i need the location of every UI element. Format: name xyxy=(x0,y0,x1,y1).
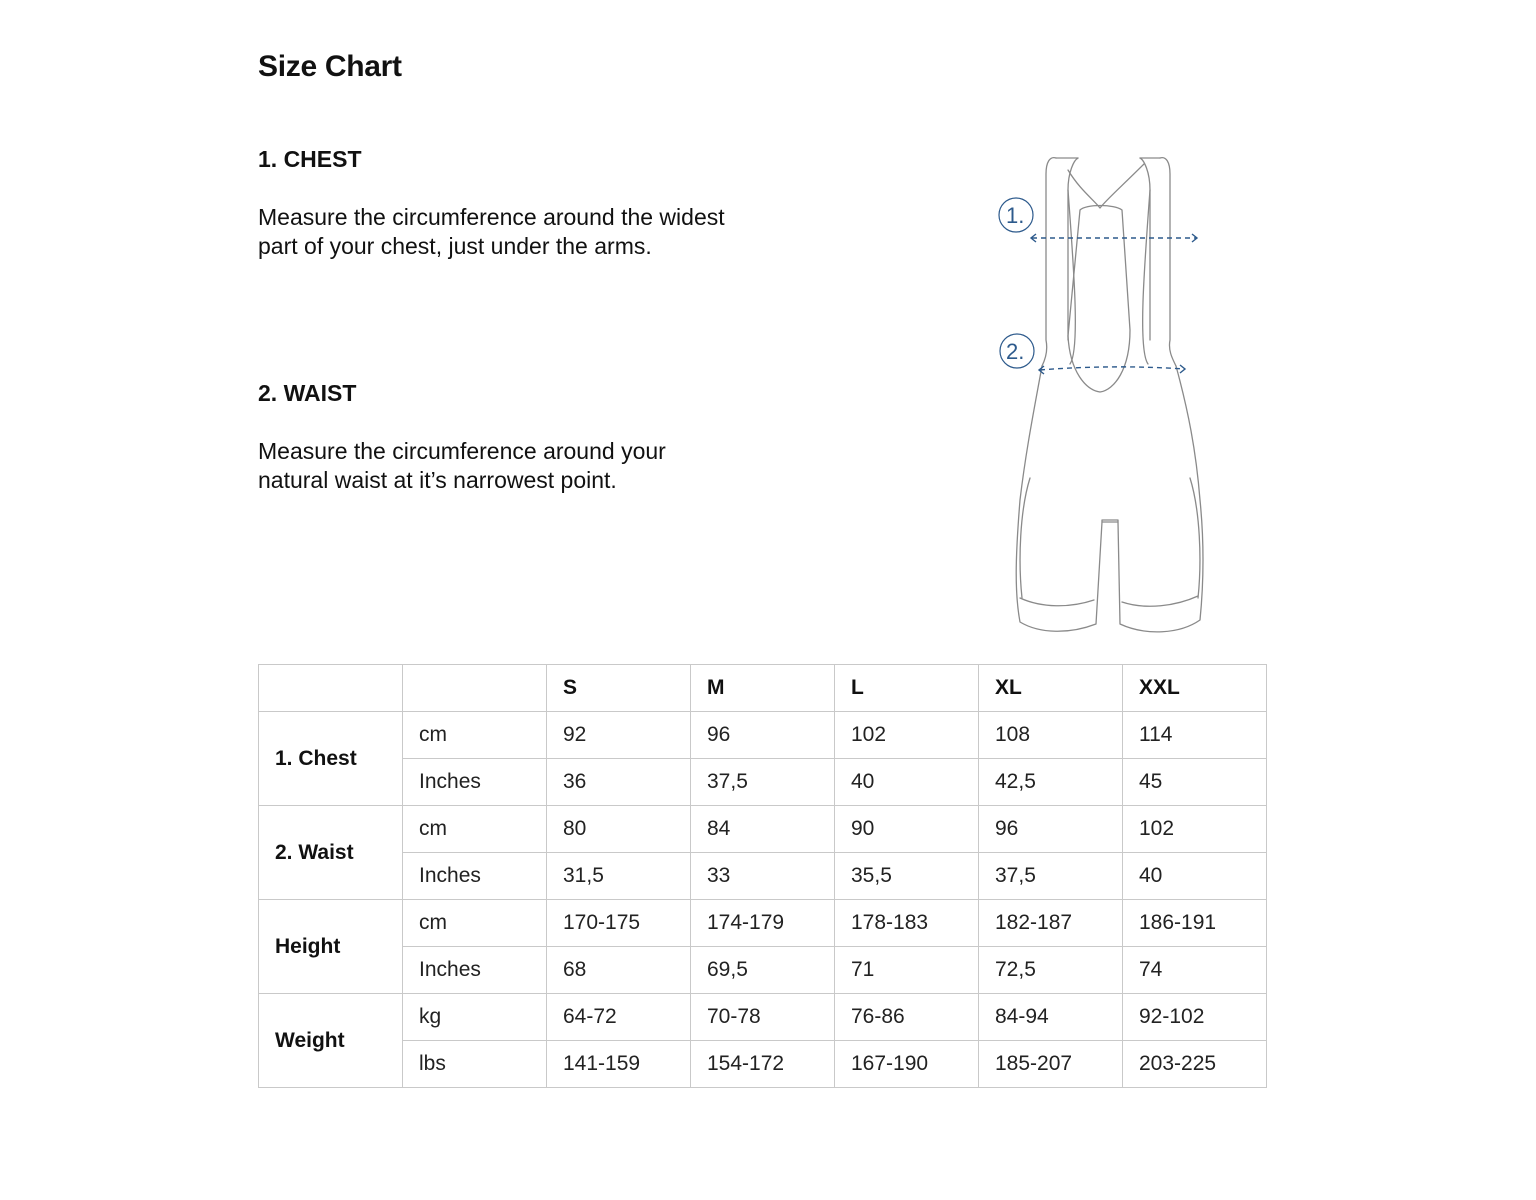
value-cell: 42,5 xyxy=(979,759,1123,806)
value-cell: 37,5 xyxy=(691,759,835,806)
unit-cell: kg xyxy=(403,994,547,1041)
page-title: Size Chart xyxy=(258,50,402,83)
waist-marker-label: 2. xyxy=(1006,339,1025,364)
table-row xyxy=(259,947,1267,994)
chest-marker-label: 1. xyxy=(1006,203,1025,228)
size-table xyxy=(258,664,1267,1088)
value-cell: 74 xyxy=(1123,947,1267,994)
waist-instructions-line-2: natural waist at it’s narrowest point. xyxy=(258,467,617,493)
table-row xyxy=(259,712,1267,759)
value-cell: 84 xyxy=(691,806,835,853)
value-cell: 178-183 xyxy=(835,900,979,947)
header-empty-cell xyxy=(259,665,403,712)
chest-heading: 1. CHEST xyxy=(258,146,362,172)
value-cell: 70-78 xyxy=(691,994,835,1041)
weight-row-label: Weight xyxy=(259,994,403,1088)
unit-cell: Inches xyxy=(403,853,547,900)
value-cell: 92-102 xyxy=(1123,994,1267,1041)
value-cell: 40 xyxy=(1123,853,1267,900)
value-cell: 69,5 xyxy=(691,947,835,994)
table-row xyxy=(259,1041,1267,1088)
value-cell: 71 xyxy=(835,947,979,994)
value-cell: 141-159 xyxy=(547,1041,691,1088)
chest-row-label: 1. Chest xyxy=(259,712,403,806)
value-cell: 33 xyxy=(691,853,835,900)
size-header-row xyxy=(259,665,1267,712)
unit-cell: lbs xyxy=(403,1041,547,1088)
value-cell: 72,5 xyxy=(979,947,1123,994)
value-cell: 96 xyxy=(691,712,835,759)
table-row xyxy=(259,806,1267,853)
bib-shorts-diagram xyxy=(990,150,1210,640)
waist-instructions-line-1: Measure the circumference around your xyxy=(258,438,666,464)
table-row xyxy=(259,994,1267,1041)
unit-cell: cm xyxy=(403,712,547,759)
value-cell: 84-94 xyxy=(979,994,1123,1041)
value-cell: 92 xyxy=(547,712,691,759)
chest-instructions-line-2: part of your chest, just under the arms. xyxy=(258,233,652,259)
table-row xyxy=(259,759,1267,806)
value-cell: 37,5 xyxy=(979,853,1123,900)
value-cell: 76-86 xyxy=(835,994,979,1041)
unit-cell: cm xyxy=(403,900,547,947)
header-empty-cell xyxy=(403,665,547,712)
value-cell: 114 xyxy=(1123,712,1267,759)
table-row xyxy=(259,853,1267,900)
bib-shorts-illustration xyxy=(990,150,1210,640)
unit-cell: cm xyxy=(403,806,547,853)
value-cell: 154-172 xyxy=(691,1041,835,1088)
size-header-m: M xyxy=(691,665,835,712)
value-cell: 170-175 xyxy=(547,900,691,947)
value-cell: 35,5 xyxy=(835,853,979,900)
size-header-l: L xyxy=(835,665,979,712)
value-cell: 182-187 xyxy=(979,900,1123,947)
value-cell: 108 xyxy=(979,712,1123,759)
value-cell: 102 xyxy=(835,712,979,759)
value-cell: 102 xyxy=(1123,806,1267,853)
value-cell: 90 xyxy=(835,806,979,853)
waist-heading: 2. WAIST xyxy=(258,380,357,406)
unit-cell: Inches xyxy=(403,947,547,994)
value-cell: 96 xyxy=(979,806,1123,853)
value-cell: 68 xyxy=(547,947,691,994)
value-cell: 31,5 xyxy=(547,853,691,900)
size-header-xxl: XXL xyxy=(1123,665,1267,712)
value-cell: 40 xyxy=(835,759,979,806)
table-row xyxy=(259,900,1267,947)
value-cell: 174-179 xyxy=(691,900,835,947)
unit-cell: Inches xyxy=(403,759,547,806)
size-header-xl: XL xyxy=(979,665,1123,712)
height-row-label: Height xyxy=(259,900,403,994)
value-cell: 80 xyxy=(547,806,691,853)
value-cell: 167-190 xyxy=(835,1041,979,1088)
value-cell: 203-225 xyxy=(1123,1041,1267,1088)
value-cell: 45 xyxy=(1123,759,1267,806)
value-cell: 36 xyxy=(547,759,691,806)
size-header-s: S xyxy=(547,665,691,712)
value-cell: 186-191 xyxy=(1123,900,1267,947)
value-cell: 185-207 xyxy=(979,1041,1123,1088)
value-cell: 64-72 xyxy=(547,994,691,1041)
chest-instructions-line-1: Measure the circumference around the widest xyxy=(258,204,725,230)
waist-row-label: 2. Waist xyxy=(259,806,403,900)
waist-instructions xyxy=(258,437,838,495)
chest-instructions xyxy=(258,203,838,261)
